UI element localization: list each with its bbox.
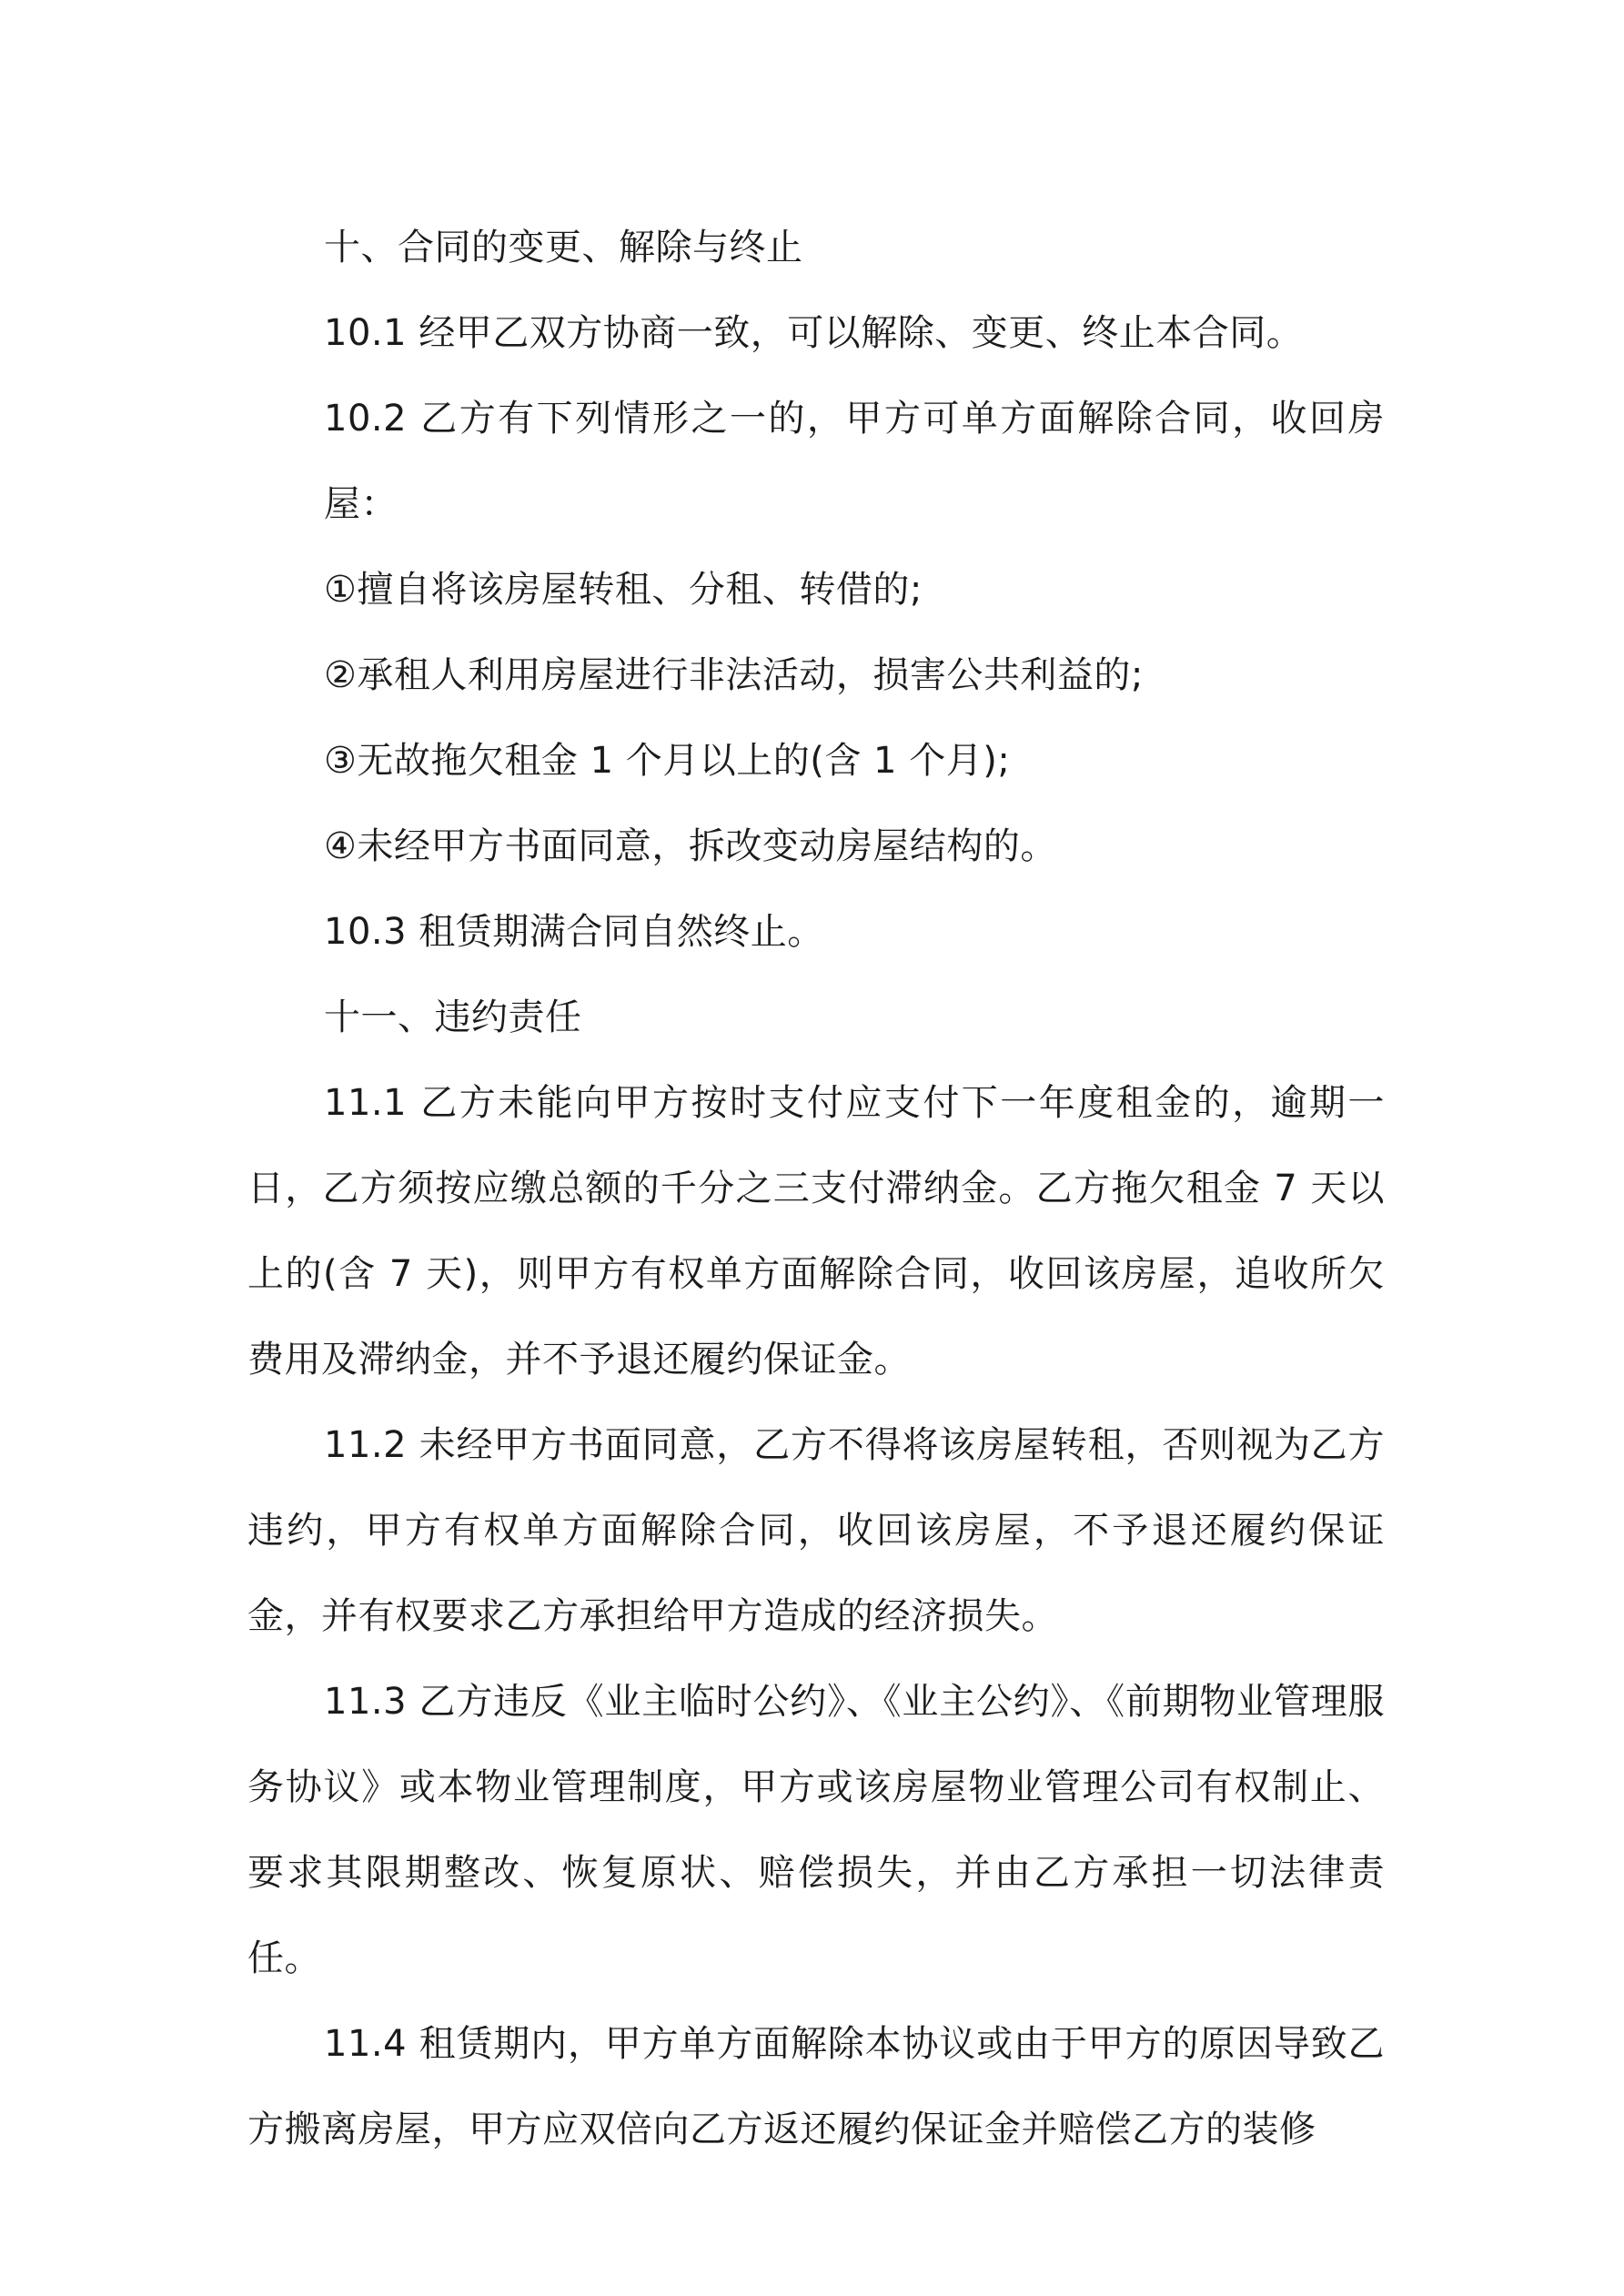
clause-10-3: 10.3 租赁期满合同自然终止。 <box>324 911 824 953</box>
clause-11-3: 11.3 乙方违反《业主临时公约》、《业主公约》、《前期物业管理服务协议》或本物业管理制度，甲方或该房屋物业管理公司有权制止、要求其限期整改、恢复原状、赔偿损失，并由乙方承担一切法律责任。 <box>247 1681 1385 1979</box>
clause-11-4: 11.4 租赁期内，甲方单方面解除本协议或由于甲方的原因导致乙方搬离房屋，甲方应双倍向乙方返还履约保证金并赔偿乙方的装修 <box>247 2023 1385 2150</box>
section-heading-11: 十一、违约责任 <box>324 996 582 1038</box>
document-body <box>247 205 1385 2172</box>
clause-11-1: 11.1 乙方未能向甲方按时支付应支付下一年度租金的，逾期一日，乙方须按应缴总额的千分之三支付滞纳金。乙方拖欠租金 7 天以上的(含 7 天)，则甲方有权单方面解除合同，收回该房屋，追收所欠费用及滞纳金，并不予退还履约保证金。 <box>247 1082 1385 1381</box>
clause-10-2: 10.2 乙方有下列情形之一的，甲方可单方面解除合同，收回房屋： <box>324 398 1385 525</box>
clause-10-2-item-3: ③无故拖欠租金 1 个月以上的(含 1 个月); <box>324 740 1011 782</box>
section-heading-10: 十、合同的变更、解除与终止 <box>324 227 803 268</box>
clause-10-2-item-4: ④未经甲方书面同意，拆改变动房屋结构的。 <box>324 825 1057 867</box>
clause-10-2-item-2: ②承租人利用房屋进行非法活动，损害公共利益的; <box>324 654 1144 696</box>
clause-10-1: 10.1 经甲乙双方协商一致，可以解除、变更、终止本合同。 <box>324 312 1304 354</box>
clause-11-2: 11.2 未经甲方书面同意，乙方不得将该房屋转租，否则视为乙方违约，甲方有权单方面解除合同，收回该房屋，不予退还履约保证金，并有权要求乙方承担给甲方造成的经济损失。 <box>247 1424 1385 1637</box>
clause-10-2-item-1: ①擅自将该房屋转租、分租、转借的; <box>324 569 923 611</box>
